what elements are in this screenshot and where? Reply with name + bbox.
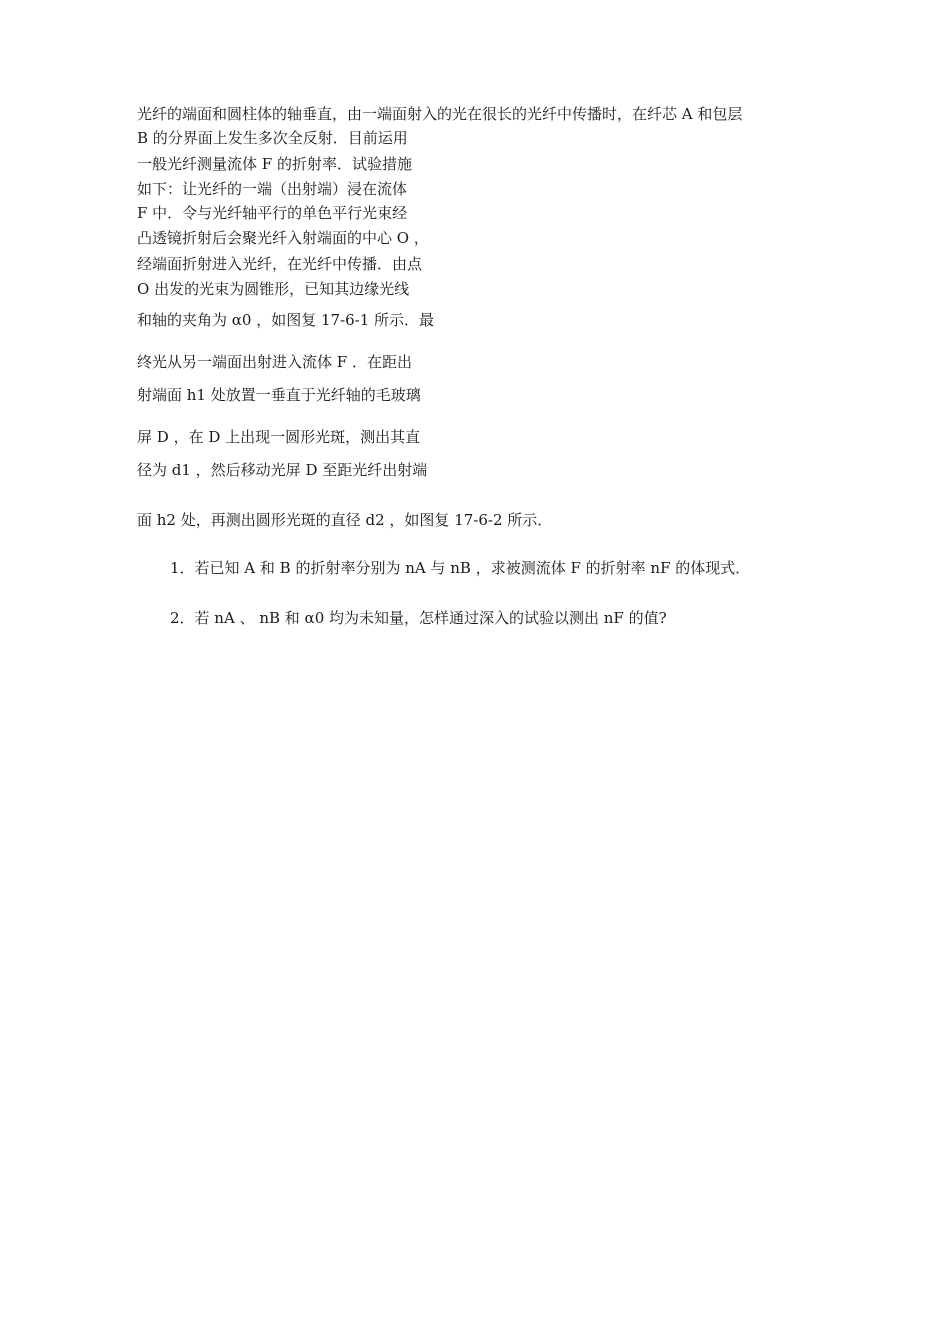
question-2: 2．若 nA 、 nB 和 α0 均为未知量，怎样通过深入的试验以测出 nF 的值? [170,609,667,627]
paragraph-line-10: 终光从另一端面出射进入流体 F ．在距出 [137,353,412,371]
paragraph-line-4: 如下：让光纤的一端（出射端）浸在流体 [137,180,408,198]
question-1: 1．若已知 A 和 B 的折射率分别为 nA 与 nB ，求被测流体 F 的折射率 nF 的体现式． [170,559,751,577]
paragraph-line-8: O 出发的光束为圆锥形，已知其边缘光线 [137,280,410,298]
paragraph-line-11: 射端面 h1 处放置一垂直于光纤轴的毛玻璃 [137,386,421,404]
paragraph-line-5: F 中．令与光纤轴平行的单色平行光束经 [137,204,408,222]
paragraph-line-1: 光纤的端面和圆柱体的轴垂直，由一端面射入的光在很长的光纤中传播时，在纤芯 A 和包层 [137,105,743,123]
paragraph-line-6: 凸透镜折射后会聚光纤入射端面的中心 O ， [137,229,429,247]
paragraph-line-2: B 的分界面上发生多次全反射．目前运用 [137,129,408,147]
paragraph-line-12: 屏 D ，在 D 上出现一圆形光斑，测出其直 [137,428,421,446]
paragraph-line-13: 径为 d1 ，然后移动光屏 D 至距光纤出射端 [137,461,428,479]
paragraph-line-9: 和轴的夹角为 α0 ，如图复 17-6-1 所示．最 [137,311,435,329]
paragraph-line-7: 经端面折射进入光纤，在光纤中传播．由点 [137,255,423,273]
paragraph-line-14: 面 h2 处，再测出圆形光斑的直径 d2 ，如图复 17-6-2 所示． [137,511,553,529]
paragraph-line-3: 一般光纤测量流体 F 的折射率．试验措施 [137,155,412,173]
